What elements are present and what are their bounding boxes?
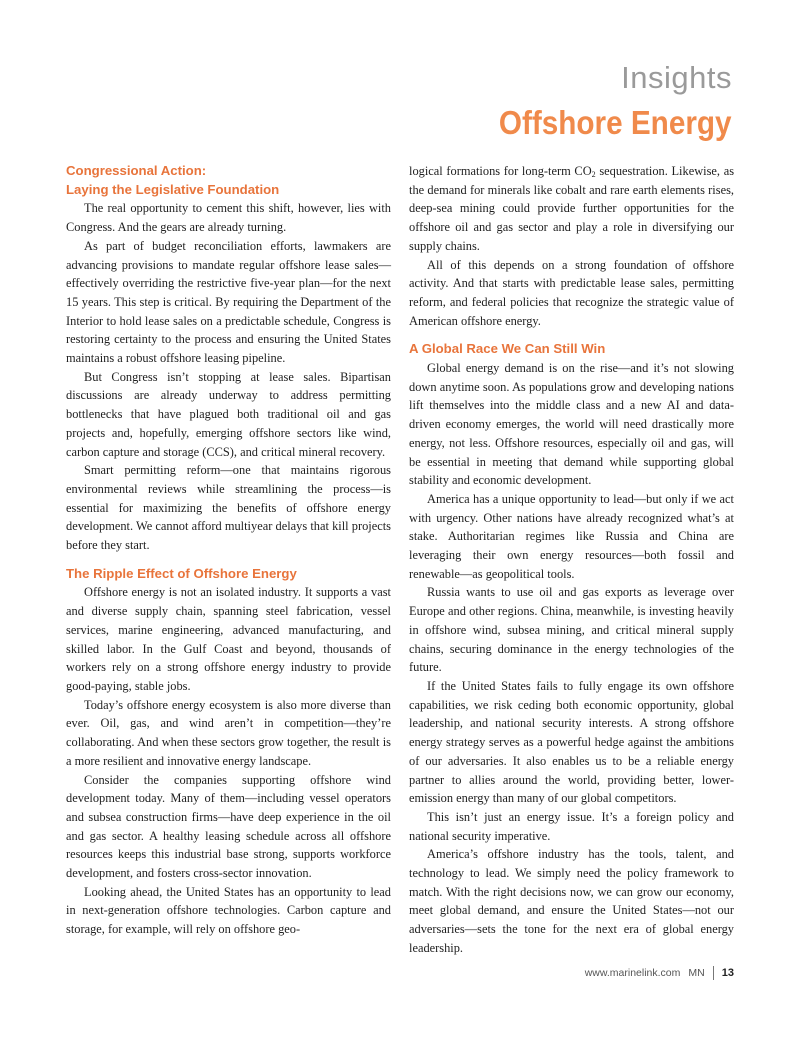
page-number: 13 [721, 967, 734, 979]
paragraph: Global energy demand is on the rise—and it’s not slowing down anytime soon. As populations grow and developing nations lift themselves into the middle class and a new AI and data-driven economy emerges, the world will need drastically more energy, not less. Offshore resources, especially oil and gas, will be essential in meeting that demand while supporting global stability and economic development. [409, 361, 734, 488]
paragraph: Today’s offshore energy ecosystem is also more diverse than ever. Oil, gas, and wind aren’t in competition—they’re collaborating. And when these sectors grow together, the result is a more resilient and innovative energy landscape. [66, 697, 391, 768]
footer-url: www.marinelink.com [584, 967, 681, 979]
paragraph: As part of budget reconciliation efforts, lawmakers are advancing provisions to mandate regular offshore lease sales—effectively overriding the restrictive five-year plan—for the next 15 years. This step is critical. By requiring the Department of the Interior to hold lease sales on a predictable schedule, Congress is restoring certainty to the process and ensuring the United States maintains a robust offshore leasing pipeline. [66, 238, 391, 366]
paragraph: America’s offshore industry has the tools, talent, and technology to lead. We simply need the policy framework to match. With the right decisions now, we can grow our economy, meet global demand, and ensure the United States—not our adversaries—sets the tone for the next era of global energy leadership. [409, 847, 734, 955]
heading-line-2: Laying the Legislative Foundation [66, 181, 280, 197]
page-footer [585, 966, 734, 980]
paragraph: This isn’t just an energy issue. It’s a foreign policy and national security imperative. [409, 809, 734, 843]
paragraph: All of this depends on a strong foundation of offshore activity. And that starts with predictable lease sales, permitting reform, and federal policies that recognize the strategic value of American offshore energy. [409, 257, 734, 328]
section-kicker: Insights [621, 60, 732, 95]
paragraph: The real opportunity to cement this shift, however, lies with Congress. And the gears are already turning. [66, 201, 391, 235]
paragraph: But Congress isn’t stopping at lease sales. Bipartisan discussions are already underway to address permitting bottlenecks that have plagued both traditional oil and gas projects and, hopefully, emerging offshore sectors like wind, carbon capture and storage (CCS), and critical mineral recovery. [66, 369, 391, 459]
paragraph-continued [409, 162, 734, 256]
paragraph: Russia wants to use oil and gas exports as leverage over Europe and other regions. China, meanwhile, is investing heavily in offshore wind, subsea mining, and critical mineral supply chains, securing dominance in the energy technologies of the future. [409, 585, 734, 675]
paragraph: Looking ahead, the United States has an opportunity to lead in next-generation offshore technologies. Carbon capture and storage, for example, will rely on offshore geo- [66, 884, 391, 937]
left-column [66, 162, 391, 939]
paragraph: If the United States fails to fully engage its own offshore capabilities, we risk ceding both economic opportunity, global leadership, and national security interests. A strong offshore energy strategy serves as a powerful hedge against the ambitions of our adversaries. It also enables us to be a reliable energy partner to allies around the world, providing better, lower-emission energy than many of our global competitors. [409, 678, 734, 806]
right-column [409, 162, 734, 958]
paragraph: America has a unique opportunity to lead—but only if we act with urgency. Other nations have already recognized what’s at stake. Authoritarian regimes like Russia and China are leveraging their own energy resources—both fossil and renewable—as geopolitical tools. [409, 491, 734, 581]
paragraph-text: sequestration. Likewise, as the demand for minerals like cobalt and rare earth elements rises, deep-sea mining could provide further opportunities for the offshore oil and gas sector and play a role in diversifying our supply chains. [409, 164, 735, 253]
paragraph-text: logical formations for long-term CO [409, 164, 592, 178]
heading-ripple-effect: The Ripple Effect of Offshore Energy [66, 565, 297, 581]
footer-divider [713, 966, 714, 980]
paragraph: Smart permitting reform—one that maintains rigorous environmental reviews while streamlining the process—is essential for maximizing the benefits of offshore energy development. We cannot afford multiyear delays that kill projects before they start. [66, 463, 391, 553]
co2-subscript: 2 [591, 170, 596, 179]
heading-line-1: Congressional Action: [66, 163, 207, 178]
heading-congressional-action [66, 162, 391, 199]
section-title: Offshore Energy [499, 104, 732, 141]
footer-publication: MN [688, 967, 705, 979]
paragraph: Offshore energy is not an isolated industry. It supports a vast and diverse supply chain, spanning steel fabrication, vessel services, marine engineering, advanced manufacturing, and skilled labor. In the Gulf Coast and beyond, thousands of workers rely on a strong offshore energy industry to provide good-paying, stable jobs. [66, 585, 391, 693]
paragraph: Consider the companies supporting offshore wind development today. Many of them—including vessel operators and subsea construction firms—have deep experience in the oil and gas sector. A healthy leasing schedule across all offshore resources keeps this industrial base strong, supports workforce development, and fosters cross-sector innovation. [66, 772, 391, 881]
heading-global-race: A Global Race We Can Still Win [409, 341, 606, 357]
